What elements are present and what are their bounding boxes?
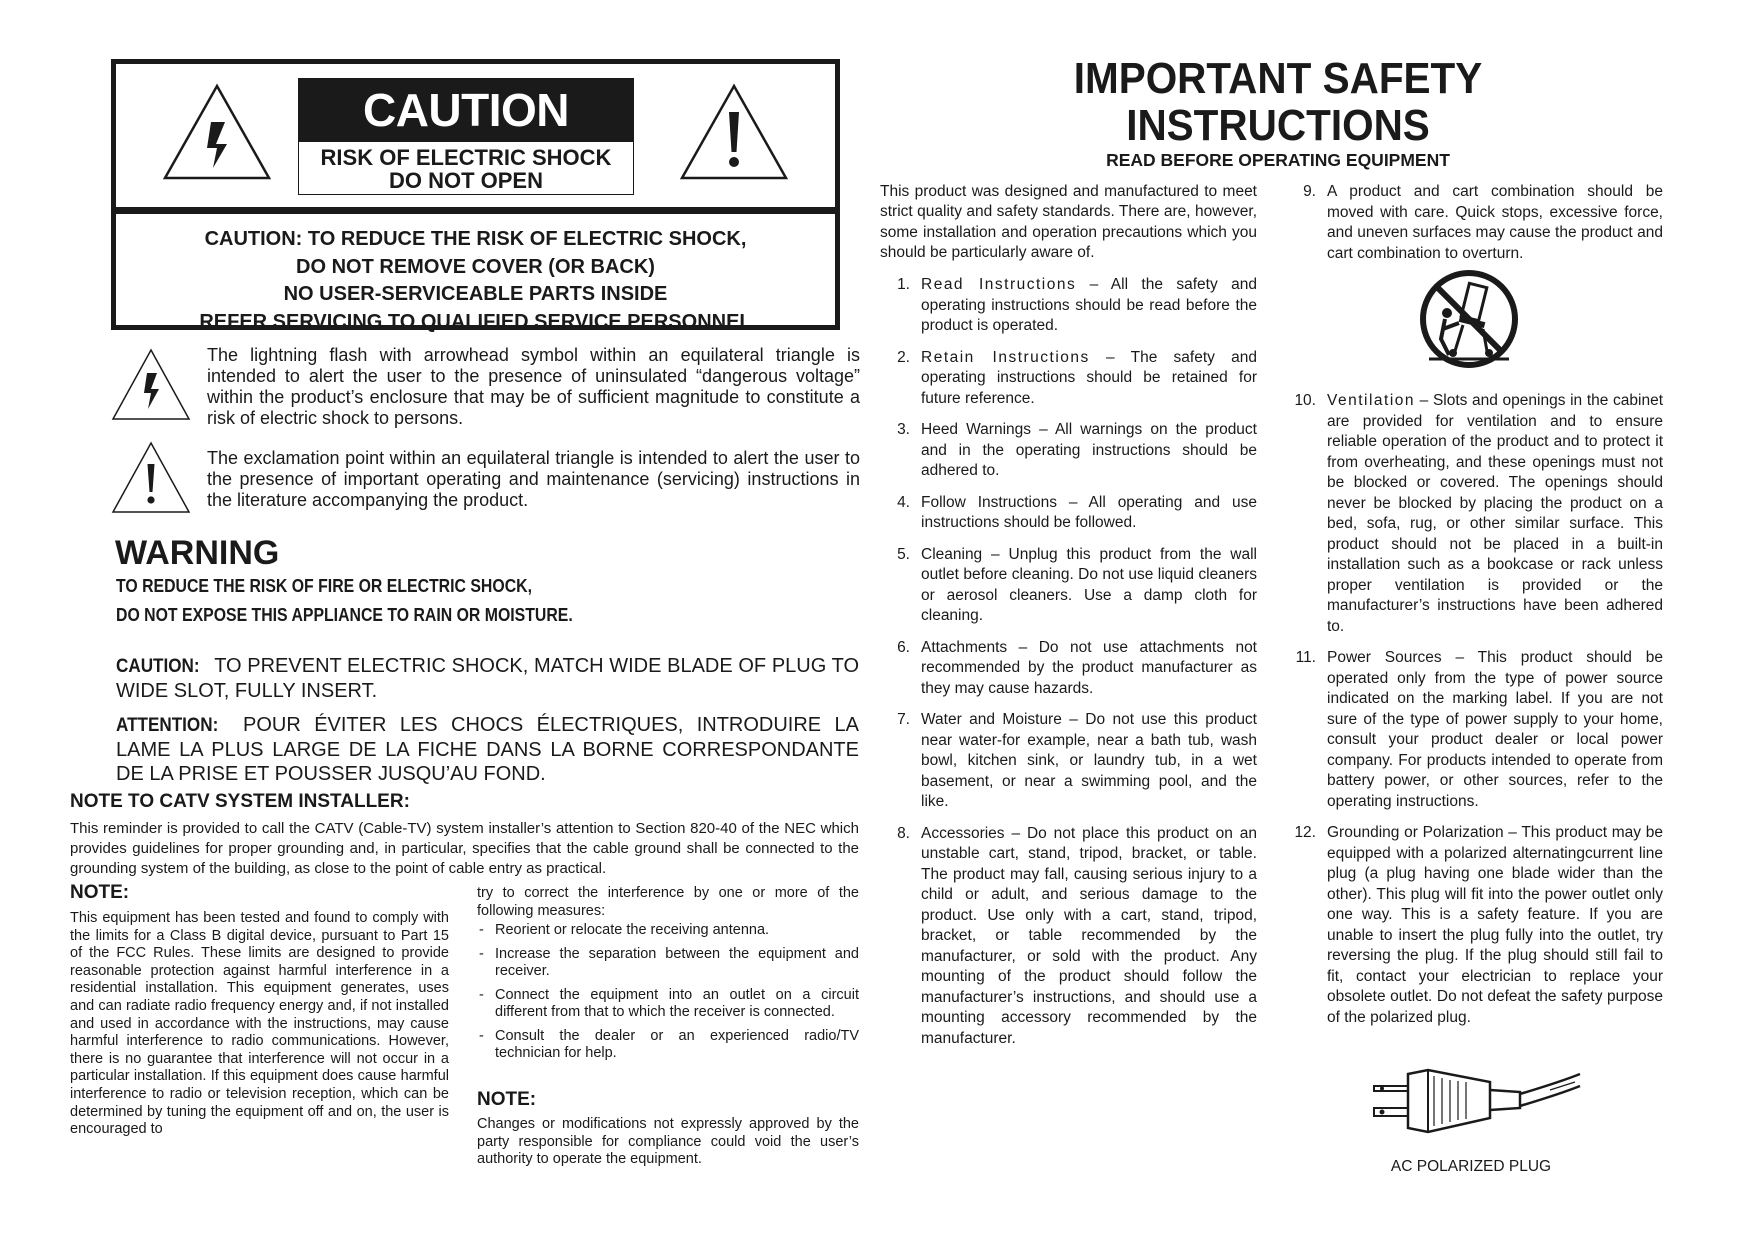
item-number: 10.: [1294, 392, 1316, 409]
modifications-note-body: Changes or modifications not expressly approved by the party responsible for compliance could void the user’s authority to operate the equipment.: [477, 1116, 859, 1167]
list-item: - Reorient or relocate the receiving antenna.: [477, 922, 859, 940]
item-text: – Slots and openings in the cabinet are provided for ventilation and to ensure reliable operation of the product and to protect it from overheating, and these openings must not be blocked or covered. The openings should never be blocked by placing the product on a bed, sofa, rug, or other similar surface. This product should not be placed in a built-in installation such as a bookcase or rack unless proper ventilation is provided or the manufacturer’s instructions have been adhered to.: [1327, 392, 1663, 635]
item-text: – Do not use attachments not recommended by the product manufacturer as they may cause hazards.: [921, 638, 1257, 697]
caution-subtitle-line: RISK OF ELECTRIC SHOCK: [320, 145, 612, 170]
lightning-triangle-icon: [110, 347, 192, 423]
item-label: Ventilation: [1327, 392, 1416, 409]
lightning-symbol-text: The lightning flash with arrowhead symbol within an equilateral triangle is intended to alert the user to the presence of uninsulated “dangerous voltage” within the product’s enclosure that may be of sufficient magnitude to constitute a risk of electric shock to persons.: [207, 345, 860, 428]
caution-label: [298, 78, 634, 195]
warning-title: WARNING: [115, 534, 280, 572]
lightning-warning-icon: [161, 82, 273, 182]
polarized-plug-illustration: [1370, 1052, 1582, 1144]
item-text: – All warnings on the product and in the operating instructions should be adhered to.: [921, 421, 1257, 479]
item-number: 6.: [897, 638, 910, 656]
item-number: 11.: [1295, 649, 1316, 666]
no-cart-tipping-icon: [1419, 267, 1519, 371]
attention-plug-paragraph: [116, 713, 859, 786]
item-number: 1.: [897, 276, 910, 293]
caution-line: REFER SERVICING TO QUALIFIED SERVICE PERSONNEL: [199, 310, 752, 333]
exclamation-symbol-text: The exclamation point within an equilateral triangle is intended to alert the user to the presence of important operating and maintenance (servicing) instructions in the literature accompanying the product.: [207, 448, 860, 510]
item-text: A product and cart combination should be moved with care. Quick stops, excessive force, and uneven surfaces may cause the product and cart combination to overturn.: [1327, 183, 1663, 262]
list-item: [880, 420, 1257, 482]
item-text: – Do not use this product near water-for example, near a bath tub, wash bowl, kitchen sink, or laundry tub, in a wet basement, or near a swimming pool, and the like.: [921, 711, 1257, 810]
item-label: Water and Moisture: [921, 711, 1062, 728]
list-item: - Increase the separation between the equipment and receiver.: [477, 946, 859, 981]
fcc-measures-list: [477, 922, 859, 1063]
safety-column-left: [880, 275, 1257, 1049]
caution-plug-label: CAUTION:: [116, 656, 200, 677]
item-label: Accessories: [921, 824, 1005, 842]
safety-column-right-top: [1286, 182, 1663, 264]
caution-title: CAUTION: [298, 78, 634, 142]
item-label: Read Instructions: [921, 276, 1077, 293]
list-item: [880, 493, 1257, 534]
safety-subtitle: READ BEFORE OPERATING EQUIPMENT: [1106, 150, 1450, 170]
fcc-note-title: NOTE:: [70, 882, 130, 903]
caution-subtitle-line: DO NOT OPEN: [388, 168, 543, 193]
list-item: - Consult the dealer or an experienced radio/TV technician for help.: [477, 1028, 859, 1063]
item-label: Power Sources: [1327, 649, 1442, 666]
plug-caption: AC POLARIZED PLUG: [1390, 1158, 1552, 1175]
list-item: - Connect the equipment into an outlet on a circuit different from that to which the receiver is connected.: [477, 987, 859, 1022]
item-text: – All the safety and operating instructions should be read before the product is operated.: [921, 276, 1257, 334]
safety-column-right: [1286, 391, 1663, 1028]
caution-box: [111, 59, 840, 333]
list-item: [880, 824, 1257, 1050]
safety-title: [984, 55, 1573, 149]
exclamation-warning-icon: [678, 82, 790, 182]
item-text: – Do not place this product on an unstable cart, stand, tripod, bracket, or table. The product may fall, causing serious injury to a child or adult, and serious damage to the product. Use only with a cart, stand, tripod, bracket, or table recommended by the manufacturer, or sold with the product. Any mounting of the product should follow the manufacturer’s instructions, and should use a mounting accessory recommended by the manufacturer.: [921, 824, 1257, 1047]
safety-title-line: INSTRUCTIONS: [1126, 101, 1430, 150]
list-item: [880, 275, 1257, 337]
safety-title-line: IMPORTANT SAFETY: [1073, 54, 1483, 103]
item-label: Cleaning: [921, 545, 983, 563]
list-item: [1286, 823, 1663, 1028]
fcc-note-continuation: try to correct the interference by one or more of the following measures:: [477, 885, 859, 919]
item-number: 4.: [897, 493, 910, 511]
fcc-note-body: This equipment has been tested and found to comply with the limits for a Class B digital device, pursuant to Part 15 of the FCC Rules. These limits are designed to provide reasonable protection against harmful interference in a residential installation. This equipment generates, uses and can radiate radio frequency energy and, if not installed and used in accordance with the instructions, may cause harmful interference to radio communications. However, there is no guarantee that interference will not occur in a particular installation. If this equipment does cause harmful interference to radio or television reception, which can be determined by tuning the equipment off and on, the user is encouraged to: [70, 910, 449, 1138]
catv-note-body: This reminder is provided to call the CATV (Cable-TV) system installer’s attention to Section 820-40 of the NEC which provides guidelines for proper grounding and, in particular, specifies that the cable ground shall be connected to the grounding system of the building, as close to the point of cable entry as practical.: [70, 820, 859, 877]
item-text: – This product may be equipped with a polarized alternatingcurrent line plug (a plug having one blade wider than the other). This plug will fit into the power outlet only one way. This is a safety feature. If you are unable to insert the plug fully into the outlet, try reversing the plug. If the plug should still fail to fit, contact your electrician to replace your obsolete outlet. Do not defeat the safety purpose of the polarized plug.: [1327, 824, 1663, 1026]
item-number: 2.: [897, 348, 910, 366]
caution-subtitle: [298, 142, 634, 195]
list-item: [880, 638, 1257, 700]
caution-lines: [116, 216, 835, 336]
warning-line: TO REDUCE THE RISK OF FIRE OR ELECTRIC SHOCK,: [116, 576, 532, 596]
item-number: 9.: [1303, 183, 1316, 200]
list-item: [880, 348, 1257, 410]
item-text: – The safety and operating instructions should be retained for future reference.: [921, 348, 1257, 407]
attention-plug-text: POUR ÉVITER LES CHOCS ÉLECTRIQUES, INTRODUIRE LA LAME LA PLUS LARGE DE LA FICHE DANS LA BORNE CORRESPONDANTE DE LA PRISE ET POUSSER JUSQU’AU FOND.: [116, 714, 859, 785]
item-label: Heed Warnings: [921, 421, 1032, 438]
item-label: Attachments: [921, 638, 1008, 656]
item-number: 5.: [897, 545, 910, 563]
list-item: [1286, 648, 1663, 812]
list-item: [1286, 182, 1663, 264]
caution-line: CAUTION: TO REDUCE THE RISK OF ELECTRIC SHOCK,: [204, 228, 747, 250]
exclamation-triangle-icon: [110, 440, 192, 516]
catv-note-title: NOTE TO CATV SYSTEM INSTALLER:: [70, 791, 410, 812]
caution-divider: [116, 207, 835, 214]
item-number: 8.: [897, 824, 910, 842]
item-number: 12.: [1294, 824, 1316, 841]
safety-intro: This product was designed and manufactured to meet strict quality and safety standards. There are, however, some installation and operation precautions which you should be particularly aware of.: [880, 183, 1257, 261]
warning-line: DO NOT EXPOSE THIS APPLIANCE TO RAIN OR MOISTURE.: [116, 605, 573, 625]
item-text: – All operating and use instructions should be followed.: [921, 493, 1257, 531]
caution-line: DO NOT REMOVE COVER (OR BACK): [296, 255, 655, 278]
list-item: [880, 710, 1257, 813]
item-label: Retain Instructions: [921, 348, 1090, 366]
item-label: Grounding or Polarization: [1327, 824, 1504, 841]
caution-line: NO USER-SERVICEABLE PARTS INSIDE: [283, 283, 668, 305]
attention-plug-label: ATTENTION:: [116, 715, 219, 736]
list-item: [1286, 391, 1663, 637]
item-text: – This product should be operated only from the type of power source indicated on the marking label. If you are not sure of the type of power supply to your home, consult your product dealer or local power company. For products intended to operate from battery power, or other sources, refer to the operating instructions.: [1327, 649, 1663, 810]
item-text: – Unplug this product from the wall outlet before cleaning. Do not use liquid cleaners or aerosol cleaners. Use a damp cloth for cleaning.: [921, 545, 1257, 624]
item-label: Follow Instructions: [921, 493, 1057, 511]
item-number: 7.: [897, 711, 910, 728]
list-item: [880, 545, 1257, 627]
modifications-note-title: NOTE:: [477, 1089, 537, 1110]
caution-plug-paragraph: [116, 654, 859, 703]
item-number: 3.: [897, 421, 910, 438]
caution-header: [116, 64, 835, 207]
caution-plug-text: TO PREVENT ELECTRIC SHOCK, MATCH WIDE BLADE OF PLUG TO WIDE SLOT, FULLY INSERT.: [116, 655, 859, 702]
